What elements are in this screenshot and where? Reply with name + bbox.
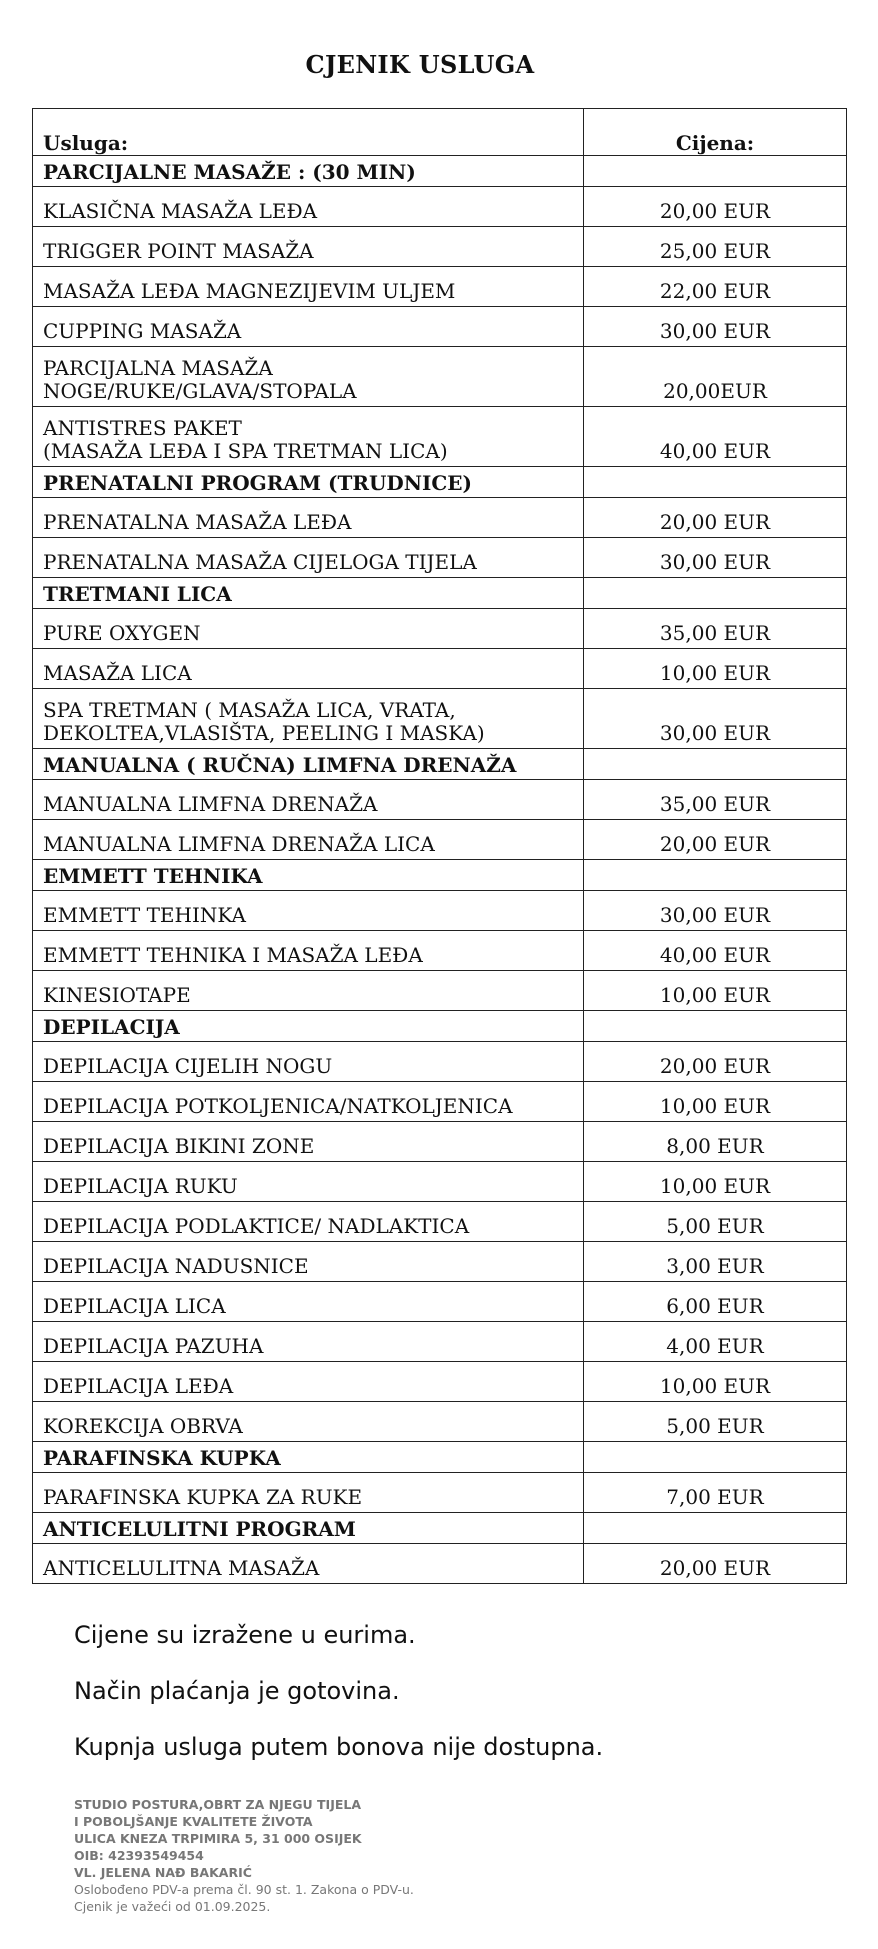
service-name <box>33 407 584 467</box>
note-currency: Cijene su izražene u eurima. <box>74 1621 416 1649</box>
service-price: 10,00 EUR <box>584 1162 847 1202</box>
service-price: 5,00 EUR <box>584 1402 847 1442</box>
category-name: EMMETT TEHNIKA <box>33 860 584 891</box>
service-price <box>584 156 847 187</box>
service-name-line: DEKOLTEA,VLASIŠTA, PEELING I MASKA) <box>43 721 485 745</box>
service-name: MANUALNA LIMFNA DRENAŽA LICA <box>33 820 584 860</box>
service-name: DEPILACIJA CIJELIH NOGU <box>33 1042 584 1082</box>
table-row <box>33 1322 847 1362</box>
service-name-line: NOGE/RUKE/GLAVA/STOPALA <box>43 379 357 403</box>
note-vouchers: Kupnja usluga putem bonova nije dostupna. <box>74 1733 604 1761</box>
category-row <box>33 467 847 498</box>
table-row <box>33 1282 847 1322</box>
service-name: DEPILACIJA LEĐA <box>33 1362 584 1402</box>
table-row <box>33 931 847 971</box>
service-price <box>584 467 847 498</box>
service-name: MASAŽA LICA <box>33 649 584 689</box>
service-name-line: ANTISTRES PAKET <box>43 416 242 440</box>
table-row <box>33 820 847 860</box>
service-price: 5,00 EUR <box>584 1202 847 1242</box>
service-name: DEPILACIJA PAZUHA <box>33 1322 584 1362</box>
company-footer <box>74 1796 414 1915</box>
category-name: PARAFINSKA KUPKA <box>33 1442 584 1473</box>
service-name: DEPILACIJA RUKU <box>33 1162 584 1202</box>
category-name: PRENATALNI PROGRAM (TRUDNICE) <box>33 467 584 498</box>
footer-line: Oslobođeno PDV-a prema čl. 90 st. 1. Zakona o PDV-u. <box>74 1882 414 1897</box>
service-name: DEPILACIJA BIKINI ZONE <box>33 1122 584 1162</box>
service-name: MASAŽA LEĐA MAGNEZIJEVIM ULJEM <box>33 267 584 307</box>
service-price: 6,00 EUR <box>584 1282 847 1322</box>
table-row <box>33 971 847 1011</box>
service-price: 10,00 EUR <box>584 971 847 1011</box>
category-row <box>33 749 847 780</box>
service-name: EMMETT TEHNIKA I MASAŽA LEĐA <box>33 931 584 971</box>
service-price <box>584 578 847 609</box>
table-row <box>33 1202 847 1242</box>
category-row <box>33 578 847 609</box>
service-price: 4,00 EUR <box>584 1322 847 1362</box>
table-row <box>33 1362 847 1402</box>
service-price: 40,00 EUR <box>584 407 847 467</box>
category-row <box>33 1442 847 1473</box>
category-row <box>33 1513 847 1544</box>
service-price <box>584 1442 847 1473</box>
service-price: 30,00 EUR <box>584 689 847 749</box>
table-row <box>33 1082 847 1122</box>
table-row <box>33 227 847 267</box>
table-row <box>33 187 847 227</box>
service-price <box>584 1011 847 1042</box>
category-name: MANUALNA ( RUČNA) LIMFNA DRENAŽA <box>33 749 584 780</box>
service-name: KLASIČNA MASAŽA LEĐA <box>33 187 584 227</box>
table-row <box>33 538 847 578</box>
category-row <box>33 860 847 891</box>
table-row <box>33 267 847 307</box>
service-price: 20,00 EUR <box>584 1544 847 1584</box>
category-name: DEPILACIJA <box>33 1011 584 1042</box>
service-name-line: PARCIJALNA MASAŽA <box>43 356 273 380</box>
service-name: EMMETT TEHINKA <box>33 891 584 931</box>
category-name: TRETMANI LICA <box>33 578 584 609</box>
service-price: 20,00 EUR <box>584 820 847 860</box>
service-price: 20,00 EUR <box>584 187 847 227</box>
table-row <box>33 1122 847 1162</box>
service-name: PRENATALNA MASAŽA CIJELOGA TIJELA <box>33 538 584 578</box>
table-row <box>33 689 847 749</box>
table-row <box>33 1544 847 1584</box>
service-name: DEPILACIJA PODLAKTICE/ NADLAKTICA <box>33 1202 584 1242</box>
service-name: PARAFINSKA KUPKA ZA RUKE <box>33 1473 584 1513</box>
service-name <box>33 689 584 749</box>
service-price <box>584 749 847 780</box>
service-price: 35,00 EUR <box>584 780 847 820</box>
service-name: DEPILACIJA POTKOLJENICA/NATKOLJENICA <box>33 1082 584 1122</box>
table-row <box>33 609 847 649</box>
service-price: 10,00 EUR <box>584 649 847 689</box>
category-row <box>33 1011 847 1042</box>
table-row <box>33 1042 847 1082</box>
service-name: DEPILACIJA LICA <box>33 1282 584 1322</box>
service-name: KOREKCIJA OBRVA <box>33 1402 584 1442</box>
service-price: 40,00 EUR <box>584 931 847 971</box>
service-price: 20,00 EUR <box>584 498 847 538</box>
table-row <box>33 780 847 820</box>
service-name: DEPILACIJA NADUSNICE <box>33 1242 584 1282</box>
table-row <box>33 307 847 347</box>
service-name: PURE OXYGEN <box>33 609 584 649</box>
table-row <box>33 1162 847 1202</box>
table-row <box>33 1242 847 1282</box>
note-payment: Način plaćanja je gotovina. <box>74 1677 400 1705</box>
service-price <box>584 860 847 891</box>
service-name <box>33 347 584 407</box>
page-title: CJENIK USLUGA <box>305 50 535 79</box>
footer-line: VL. JELENA NAĐ BAKARIĆ <box>74 1865 252 1880</box>
price-table <box>32 108 847 1584</box>
table-row <box>33 649 847 689</box>
service-price: 8,00 EUR <box>584 1122 847 1162</box>
service-price: 20,00EUR <box>584 347 847 407</box>
service-price: 22,00 EUR <box>584 267 847 307</box>
table-row <box>33 498 847 538</box>
footer-line: OIB: 42393549454 <box>74 1848 204 1863</box>
service-price: 7,00 EUR <box>584 1473 847 1513</box>
service-price: 3,00 EUR <box>584 1242 847 1282</box>
table-row <box>33 407 847 467</box>
table-row <box>33 347 847 407</box>
service-name: KINESIOTAPE <box>33 971 584 1011</box>
footer-line: ULICA KNEZA TRPIMIRA 5, 31 000 OSIJEK <box>74 1831 362 1846</box>
service-price: 30,00 EUR <box>584 891 847 931</box>
service-price <box>584 1513 847 1544</box>
table-row <box>33 1473 847 1513</box>
service-name: PRENATALNA MASAŽA LEĐA <box>33 498 584 538</box>
category-name: PARCIJALNE MASAŽE : (30 MIN) <box>33 156 584 187</box>
service-price: 10,00 EUR <box>584 1082 847 1122</box>
service-price: 20,00 EUR <box>584 1042 847 1082</box>
header-price: Cijena: <box>584 109 847 156</box>
service-price: 25,00 EUR <box>584 227 847 267</box>
category-row <box>33 156 847 187</box>
service-name: MANUALNA LIMFNA DRENAŽA <box>33 780 584 820</box>
service-price: 35,00 EUR <box>584 609 847 649</box>
footer-line: STUDIO POSTURA,OBRT ZA NJEGU TIJELA <box>74 1797 362 1812</box>
category-name: ANTICELULITNI PROGRAM <box>33 1513 584 1544</box>
service-name-line: (MASAŽA LEĐA I SPA TRETMAN LICA) <box>43 439 448 463</box>
service-name: ANTICELULITNA MASAŽA <box>33 1544 584 1584</box>
footer-line: I POBOLJŠANJE KVALITETE ŽIVOTA <box>74 1814 313 1829</box>
notes <box>74 1620 603 1788</box>
table-row <box>33 891 847 931</box>
service-name: TRIGGER POINT MASAŽA <box>33 227 584 267</box>
service-price: 30,00 EUR <box>584 538 847 578</box>
service-price: 10,00 EUR <box>584 1362 847 1402</box>
footer-line: Cjenik je važeći od 01.09.2025. <box>74 1899 271 1914</box>
header-service: Usluga: <box>33 109 584 156</box>
table-header-row <box>33 109 847 156</box>
table-row <box>33 1402 847 1442</box>
service-name-line: SPA TRETMAN ( MASAŽA LICA, VRATA, <box>43 698 456 722</box>
service-name: CUPPING MASAŽA <box>33 307 584 347</box>
service-price: 30,00 EUR <box>584 307 847 347</box>
